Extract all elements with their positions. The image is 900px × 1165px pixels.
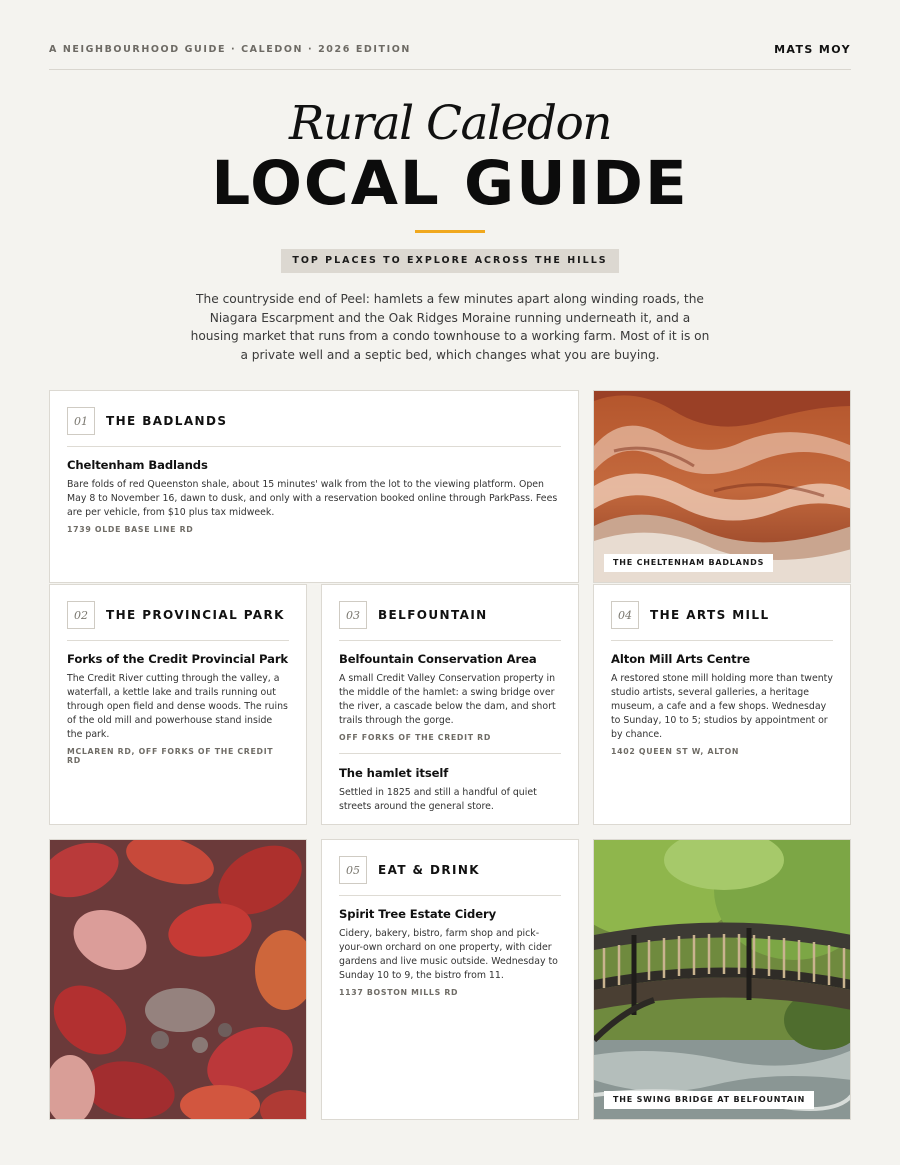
section-header [67,407,561,447]
place-name: The hamlet itself [339,766,449,780]
tagline: TOP PLACES TO EXPLORE ACROSS THE HILLS [281,249,619,273]
place-description: Cidery, bakery, bistro, farm shop and pick-your-own orchard on one property, with cider gardens and live music outside. Wednesday to Sunday 10 to 9, the bistro from 11. [339,928,558,981]
place-name: Spirit Tree Estate Cidery [339,907,497,921]
section-card-provincial-park [49,584,307,825]
place-description: The Credit River cutting through the valley, a waterfall, a kettle lake and trails running out through open field and dense woods. The ruins of the old mill and powerhouse stand inside the park. [67,673,288,740]
place-address: 1739 OLDE BASE LINE RD [67,525,194,534]
section-header [611,601,833,641]
place-description: Settled in 1825 and still a handful of quiet streets around the general store. [339,787,537,812]
place-description: A restored stone mill holding more than twenty studio artists, several galleries, a heritage museum, a cafe and a few shops. Wednesday to Sunday, 10 to 5; studios by appointment or by chance. [611,673,833,740]
page-header [49,44,851,70]
autumn-leaves-photo [49,839,307,1120]
title-script: Rural Caledon [288,96,612,151]
section-number: 02 [67,601,95,629]
place-entry [339,766,561,814]
intro-paragraph: The countryside end of Peel: hamlets a few minutes apart along winding roads, the Niagara Escarpment and the Oak Ridges Moraine running underneath it, and a housing market that runs from a condo townhouse to a working farm. Most of it is on a private well and a septic bed, which changes what you are buying. [190,292,710,362]
section-header [67,601,289,641]
place-description: Bare folds of red Queenston shale, about 15 minutes' walk from the lot to the viewing platform. Open May 8 to November 16, dawn to dusk, and only with a reservation booked online through ParkPass. Fees are per vehicle, from $10 plus tax midweek. [67,479,558,518]
place-entry [339,652,561,742]
swing-bridge-photo [593,839,851,1120]
section-card-belfountain [321,584,579,825]
place-address: 1402 QUEEN ST W, ALTON [611,747,740,756]
accent-rule [415,230,485,233]
place-entry [67,458,561,534]
photo-caption: THE SWING BRIDGE AT BELFOUNTAIN [604,1091,814,1109]
place-description: A small Credit Valley Conservation property in the middle of the hamlet: a swing bridge over the river, a cascade below the dam, and short trails through the gorge. [339,673,556,726]
page-title: LOCAL GUIDE [211,148,689,219]
section-header [339,601,561,641]
place-address: OFF FORKS OF THE CREDIT RD [339,733,492,742]
place-entry [67,652,289,765]
section-title: THE PROVINCIAL PARK [106,608,285,622]
header-kicker: A NEIGHBOURHOOD GUIDE · CALEDON · 2026 EDITION [49,44,411,55]
entry-divider [339,753,561,754]
place-entry [611,652,833,756]
section-card-badlands [49,390,579,583]
section-card-eat-drink [321,839,579,1120]
place-address: 1137 BOSTON MILLS RD [339,988,459,997]
section-number: 04 [611,601,639,629]
section-title: EAT & DRINK [378,863,480,877]
place-name: Belfountain Conservation Area [339,652,537,666]
place-name: Forks of the Credit Provincial Park [67,652,289,666]
place-name: Alton Mill Arts Centre [611,652,750,666]
author-name: MATS MOY [774,43,851,56]
badlands-photo [593,390,851,583]
section-number: 03 [339,601,367,629]
section-number: 01 [67,407,95,435]
place-address: MCLAREN RD, OFF FORKS OF THE CREDIT RD [67,747,274,765]
section-header [339,856,561,896]
section-title: THE BADLANDS [106,414,228,428]
section-title: THE ARTS MILL [650,608,770,622]
section-card-arts-mill [593,584,851,825]
place-entry [339,907,561,997]
place-name: Cheltenham Badlands [67,458,208,472]
photo-caption: THE CHELTENHAM BADLANDS [604,554,773,572]
section-number: 05 [339,856,367,884]
section-title: BELFOUNTAIN [378,608,488,622]
